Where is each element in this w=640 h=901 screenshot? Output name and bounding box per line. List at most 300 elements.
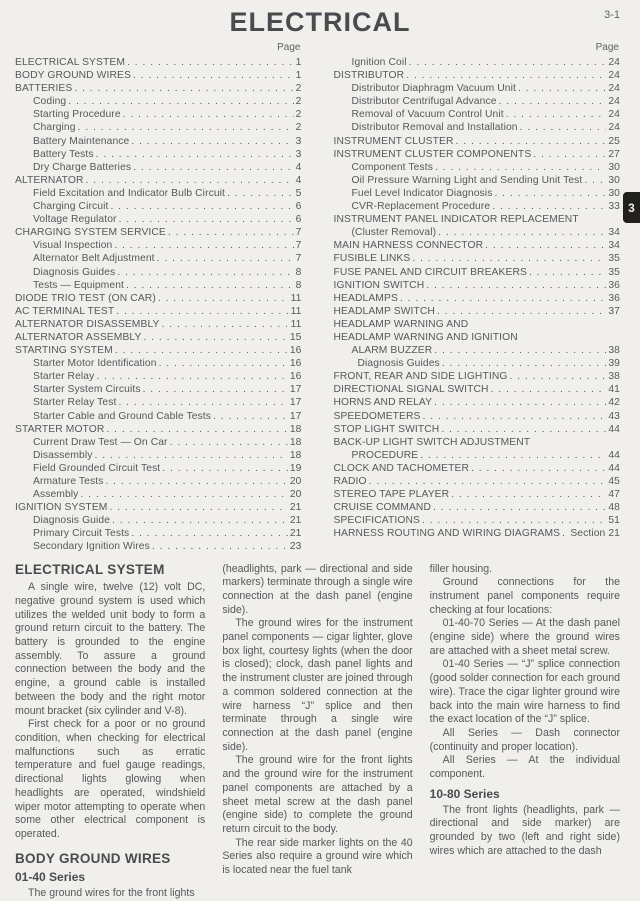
toc-entry [15, 266, 302, 279]
toc-entry [334, 410, 621, 423]
toc-entry-label: IGNITION SYSTEM [15, 502, 108, 514]
toc-entry [15, 475, 302, 488]
toc-entry [334, 69, 621, 82]
toc-leader-dots [423, 410, 607, 423]
toc-entry-page: 42 [608, 397, 620, 409]
toc-leader-dots [562, 527, 568, 540]
body-column [430, 563, 620, 901]
toc-entry [334, 161, 621, 174]
toc-leader-dots [451, 488, 606, 501]
toc-entry [334, 279, 621, 292]
toc-leader-dots [117, 266, 293, 279]
toc-entry [15, 226, 302, 239]
toc-entry [15, 108, 302, 121]
toc-entry-page: 24 [608, 109, 620, 121]
toc-entry-page: 7 [295, 240, 302, 252]
toc-leader-dots [131, 135, 293, 148]
toc-leader-dots [485, 239, 606, 252]
toc-entry-label: MAIN HARNESS CONNECTOR [333, 240, 484, 252]
toc-entry [334, 239, 621, 252]
toc-entry [15, 174, 302, 187]
toc-entry-page: 1 [295, 57, 302, 68]
toc-entry-page: 2 [295, 109, 302, 121]
toc-entry-page: 16 [289, 358, 302, 370]
toc-entry-label: Diagnosis Guides [357, 358, 440, 370]
toc-entry-label: Oil Pressure Warning Light and Sending Unit Test [351, 174, 583, 186]
toc-entry [15, 331, 302, 344]
toc-entry-page: 21 [289, 502, 302, 514]
toc-leader-dots [162, 318, 289, 331]
toc-entry-page: 17 [289, 410, 302, 422]
toc-entry-page: 30 [608, 174, 620, 186]
toc-entry-page: 18 [289, 449, 302, 461]
toc-entry [334, 501, 621, 514]
toc-leader-dots [533, 148, 606, 161]
toc-entry-label: Starter Relay Test [33, 397, 117, 409]
toc-entry-label: STARTING SYSTEM [15, 345, 113, 357]
toc-leader-dots [131, 527, 288, 540]
toc-leader-dots [213, 410, 288, 423]
toc-entry [15, 121, 302, 134]
toc-entry-page: 2 [295, 122, 302, 134]
toc-leader-dots [442, 357, 607, 370]
toc-entry [15, 252, 302, 265]
toc-entry [15, 213, 302, 226]
toc-leader-dots [170, 436, 288, 449]
toc-entry [15, 95, 302, 108]
toc-entry [334, 213, 621, 226]
toc-leader-dots [438, 226, 606, 239]
toc-leader-dots [400, 292, 606, 305]
toc-leader-dots [112, 514, 288, 527]
toc-leader-dots [509, 370, 606, 383]
body-paragraph: First check for a poor or no ground condition, when checking for electrical malfunctions such as erratic temperature and fuel gauge readings, directional lights glowing when headlights are operated, windshield wiper motor attempting to operate when some other electrical component is operated. [15, 718, 206, 840]
toc-entry-label: Fuel Level Indicator Diagnosis [351, 187, 493, 199]
toc-leader-dots [162, 462, 288, 475]
toc-leader-dots [492, 200, 606, 213]
body-paragraph: The rear side marker lights on the 40 Series also require a ground wire which is located near the fuel tank [222, 836, 413, 877]
body-paragraph: 01-40 Series — “J” splice connection (good solder connection for each ground wire). Trace the cigar lighter ground wire back into the main wire harness to find the exact location of the “J” splice. [429, 658, 620, 726]
toc-entry-label: Removal of Vacuum Control Unit [351, 109, 504, 121]
toc-entry-page: 11 [290, 318, 302, 330]
toc-leader-dots [426, 279, 606, 292]
toc-entry-label: BODY GROUND WIRES [15, 70, 131, 82]
toc-leader-dots [143, 383, 288, 396]
toc-leader-dots [158, 292, 289, 305]
toc-leader-dots [127, 56, 294, 69]
toc-entry-page: 11 [290, 305, 302, 317]
toc-entry-label: CLOCK AND TACHOMETER [333, 462, 469, 474]
toc-entry [334, 331, 621, 344]
toc-entry-label: Disassembly [33, 449, 93, 461]
toc-entry-label: HORNS AND RELAY [333, 397, 433, 409]
toc-entry-label: Visual Inspection [33, 240, 113, 252]
toc-entry-label: Battery Maintenance [33, 135, 130, 147]
toc-entry [334, 475, 621, 488]
toc-entry [334, 305, 621, 318]
toc-entry [15, 370, 302, 383]
toc-entry [334, 318, 621, 331]
toc-entry-label: CVR-Replacement Procedure [351, 201, 491, 213]
toc-entry-page: 25 [608, 135, 620, 147]
toc-entry [334, 148, 621, 161]
toc-entry-label: Component Tests [351, 161, 433, 173]
body-paragraph: The ground wires for the instrument panel components — cigar lighter, glove box light, courtesy lights (when the door is closed); clock, dash panel lights and the instrument cluster are joined through a common soldered connection at the wire harness “J” splice and then terminate through a single wire connection at the dash panel (engine side). [222, 617, 413, 753]
toc-leader-dots [115, 344, 288, 357]
toc-entry-page: 20 [289, 489, 302, 501]
toc-leader-dots [227, 187, 294, 200]
toc-leader-dots [109, 501, 287, 514]
toc-entry [15, 423, 302, 436]
toc-entry-page: 3 [295, 135, 302, 147]
toc-entry-label: ALARM BUZZER [351, 345, 433, 357]
toc-entry-page: 3 [295, 148, 302, 160]
section-tab-marker: 3 [623, 192, 640, 223]
toc-entry-page: 36 [608, 292, 620, 304]
toc-leader-dots [435, 161, 606, 174]
toc-entry-label: SPEEDOMETERS [333, 410, 421, 422]
toc-leader-dots [123, 108, 294, 121]
toc-leader-dots [518, 82, 606, 95]
toc-entry-page: 15 [289, 331, 302, 343]
toc-entry-label: Dry Charge Batteries [33, 161, 132, 173]
toc-entry-page: 44 [608, 462, 620, 474]
toc-entry [15, 318, 302, 331]
toc-entry [15, 187, 302, 200]
body-paragraph: A single wire, twelve (12) volt DC, negative ground system is used which utilizes the welded unit body to form a ground return circuit to the battery. The battery is grounded to the engine assembly. To assure a ground connection between the body and the engine, a ground cable is installed between the body and the right motor mount bracket (six cylinder and V-8). [15, 581, 206, 717]
toc-entry [15, 410, 302, 423]
toc-leader-dots [471, 462, 606, 475]
toc-entry-label: Diagnosis Guide [33, 515, 111, 527]
toc-entry-label: FUSE PANEL AND CIRCUIT BREAKERS [333, 266, 527, 278]
toc-entry-label: INSTRUMENT PANEL INDICATOR REPLACEMENT [333, 214, 579, 226]
toc-leader-dots [96, 370, 287, 383]
toc-leader-dots [86, 174, 294, 187]
toc-entry-page: 2 [295, 96, 302, 108]
toc-entry-page: 11 [290, 292, 302, 304]
toc-entry-label: ALTERNATOR [15, 174, 84, 186]
toc-entry [334, 56, 621, 69]
toc-entry [334, 121, 621, 134]
toc-entry-page: 16 [289, 371, 302, 383]
toc-entry [15, 305, 302, 318]
toc-leader-dots [437, 305, 606, 318]
body-sub-heading: 10-80 Series [429, 786, 500, 801]
toc-entry-label: Coding [33, 96, 67, 108]
toc-leader-dots [499, 95, 607, 108]
toc-entry-label: STOP LIGHT SWITCH [333, 423, 440, 435]
toc-entry-label: Tests — Equipment [33, 279, 124, 291]
toc-entry-page: 4 [295, 174, 302, 186]
toc-entry [15, 239, 302, 252]
toc-entry-label: HEADLAMP WARNING AND IGNITION [333, 331, 518, 343]
toc-entry [15, 82, 302, 95]
toc-entry-page: 17 [289, 397, 302, 409]
body-paragraph: The ground wire for the front lights and the ground wire for the instrument panel components are attached by a sheet metal screw at the dash panel (engine side) to complete the ground return circuit to the body. [222, 754, 413, 835]
toc-leader-dots [78, 121, 294, 134]
toc-entry [334, 396, 621, 409]
toc-page-header-left: Page [277, 42, 301, 53]
toc-entry [15, 148, 302, 161]
toc-entry-label: Charging Circuit [33, 201, 109, 213]
toc-column-right [334, 42, 621, 554]
toc-entry-label: INSTRUMENT CLUSTER [333, 135, 454, 147]
toc-entry-label: STARTER MOTOR [15, 423, 105, 435]
toc-leader-dots [494, 187, 606, 200]
toc-entry [15, 292, 302, 305]
toc-leader-dots [369, 475, 607, 488]
toc-entry-label: FRONT, REAR AND SIDE LIGHTING [333, 371, 508, 383]
toc-entry-label: Distributor Centrifugal Advance [351, 96, 497, 108]
page-number: 3-1 [604, 9, 620, 21]
toc-leader-dots [491, 383, 607, 396]
toc-entry-page: 24 [608, 70, 620, 82]
toc-entry-label: Current Draw Test — On Car [33, 436, 168, 448]
toc-leader-dots [74, 82, 293, 95]
toc-entry-label: PROCEDURE [351, 449, 419, 461]
toc-entry-page: 39 [608, 358, 620, 370]
toc-entry [15, 501, 302, 514]
toc-leader-dots [420, 449, 606, 462]
toc-entry-page: 21 [289, 515, 302, 527]
toc-entry-label: Field Grounded Circuit Test [33, 462, 161, 474]
toc-entry-page: 19 [289, 462, 302, 474]
toc-entry-label: Starter Motor Identification [33, 358, 157, 370]
toc-leader-dots [133, 69, 294, 82]
toc-entry-page: 44 [608, 449, 620, 461]
toc-leader-dots [434, 344, 606, 357]
toc-leader-dots [106, 423, 287, 436]
page-title: ELECTRICAL [229, 7, 411, 37]
toc-entry [15, 357, 302, 370]
toc-entry-label: AC TERMINAL TEST [15, 305, 115, 317]
toc-leader-dots [94, 449, 287, 462]
toc-entry [334, 436, 621, 449]
body-paragraph: All Series — At the individual component. [429, 754, 620, 781]
toc-entry [334, 108, 621, 121]
toc-entry-page: 17 [289, 384, 302, 396]
body-paragraph: 01-40-70 Series — At the dash panel (engine side) where the ground wires are attached with a sheet metal screw. [429, 617, 620, 657]
toc-entry [334, 527, 621, 540]
toc-entry-label: CHARGING SYSTEM SERVICE [15, 227, 166, 239]
toc-entry-label: Secondary Ignition Wires [33, 541, 150, 553]
body-column [15, 563, 205, 901]
toc-entry-page: 6 [295, 214, 302, 226]
toc-entry-page: 48 [608, 502, 620, 514]
table-of-contents [0, 38, 640, 554]
toc-entry-label: Armature Tests [33, 476, 104, 487]
toc-entry [334, 514, 621, 527]
toc-entry-page: 35 [608, 266, 620, 278]
toc-leader-dots [143, 331, 287, 344]
toc-entry [15, 344, 302, 357]
toc-entry-label: FUSIBLE LINKS [333, 253, 411, 265]
toc-entry-label: ELECTRICAL SYSTEM [15, 57, 126, 68]
body-column [222, 563, 412, 901]
toc-leader-dots [96, 148, 294, 161]
body-paragraph: (headlights, park — directional and side markers) terminate through a single wire connection at the dash panel (engine side). [222, 562, 413, 616]
body-section-heading: BODY GROUND WIRES [15, 850, 171, 866]
toc-entry-label: HEADLAMP WARNING AND [333, 318, 469, 330]
toc-entry [334, 344, 621, 357]
toc-entry-page: Section 21 [570, 528, 620, 540]
toc-entry-label: DIRECTIONAL SIGNAL SWITCH [333, 384, 489, 396]
toc-entry [334, 449, 621, 462]
toc-entry-label: Starting Procedure [33, 109, 121, 121]
toc-entry [334, 266, 621, 279]
toc-entry-label: Distributor Diaphragm Vacuum Unit [351, 83, 516, 95]
toc-entry-label: HEADLAMP SWITCH [333, 305, 435, 317]
toc-entry-label: INSTRUMENT CLUSTER COMPONENTS [333, 148, 532, 160]
toc-leader-dots [433, 501, 606, 514]
toc-entry [334, 383, 621, 396]
toc-entry-label: Battery Tests [33, 148, 94, 160]
toc-entry [334, 488, 621, 501]
toc-entry-label: Starter Relay [33, 371, 95, 383]
toc-entry-label: BACK-UP LIGHT SWITCH ADJUSTMENT [333, 436, 531, 448]
toc-entry-label: Starter Cable and Ground Cable Tests [33, 410, 211, 422]
toc-leader-dots [456, 135, 607, 148]
toc-entry-label: ALTERNATOR ASSEMBLY [15, 331, 142, 343]
toc-entry [15, 449, 302, 462]
toc-entry-page: 16 [289, 345, 302, 357]
toc-entry-page: 38 [608, 345, 620, 357]
toc-entry [334, 357, 621, 370]
toc-entry [334, 423, 621, 436]
toc-entry-page: 8 [295, 279, 302, 291]
body-text-section [0, 554, 640, 901]
toc-entry [15, 540, 302, 553]
toc-leader-dots [409, 56, 607, 69]
toc-entry-label: Starter System Circuits [33, 384, 141, 396]
toc-leader-dots [114, 239, 293, 252]
body-paragraph: The ground wires for the front lights [28, 887, 195, 900]
toc-entry-page: 35 [608, 253, 620, 265]
toc-leader-dots [529, 266, 606, 279]
toc-entry-label: HARNESS ROUTING AND WIRING DIAGRAMS [333, 528, 561, 540]
toc-entry [334, 252, 621, 265]
toc-leader-dots [119, 213, 294, 226]
toc-page-header-right: Page [595, 42, 619, 53]
toc-entry-label: ALTERNATOR DISASSEMBLY [15, 318, 160, 330]
toc-entry-page: 38 [608, 371, 620, 383]
toc-leader-dots [118, 396, 287, 409]
toc-leader-dots [159, 357, 288, 370]
body-paragraph: The front lights (headlights, park — directional and side marker) are grounded by two (left and right side) wires which are attached to the dash [429, 803, 620, 857]
toc-leader-dots [422, 514, 606, 527]
toc-entry [15, 161, 302, 174]
toc-entry [334, 95, 621, 108]
toc-entry-label: Diagnosis Guides [33, 266, 116, 278]
toc-entry-page: 2 [295, 83, 302, 95]
toc-entry-page: 18 [289, 423, 302, 435]
toc-entry-page: 30 [608, 187, 620, 199]
toc-entry-label: Field Excitation and Indicator Bulb Circuit [33, 187, 226, 199]
toc-entry-label: BATTERIES [15, 83, 73, 95]
toc-entry [15, 200, 302, 213]
toc-entry-page: 51 [608, 515, 620, 527]
toc-entry-page: 23 [289, 541, 302, 553]
toc-entry [334, 135, 621, 148]
toc-entry [15, 462, 302, 475]
toc-entry-label: IGNITION SWITCH [333, 279, 425, 291]
toc-leader-dots [116, 305, 288, 318]
toc-entry-label: Distributor Removal and Installation [351, 122, 518, 134]
toc-entry [334, 462, 621, 475]
toc-entry [334, 292, 621, 305]
toc-entry [15, 69, 302, 82]
toc-entry-label: DISTRIBUTOR [333, 70, 405, 82]
toc-leader-dots [434, 396, 606, 409]
toc-entry [334, 174, 621, 187]
toc-entry [334, 370, 621, 383]
toc-entry-label: Alternator Belt Adjustment [33, 253, 155, 265]
toc-entry-label: Assembly [33, 489, 79, 501]
body-paragraph: Ground connections for the instrument panel components require checking at four locations: [429, 576, 620, 616]
toc-entry [15, 488, 302, 501]
toc-entry-page: 47 [608, 489, 620, 501]
toc-leader-dots [68, 95, 293, 108]
toc-leader-dots [157, 252, 294, 265]
toc-leader-dots [520, 121, 607, 134]
toc-entry-page: 34 [608, 227, 620, 239]
toc-entry-page: 6 [295, 201, 302, 213]
toc-entry-label: SPECIFICATIONS [333, 515, 420, 527]
toc-entry-label: Voltage Regulator [33, 214, 117, 226]
toc-entry [15, 514, 302, 527]
toc-leader-dots [110, 200, 293, 213]
toc-entry [334, 82, 621, 95]
toc-entry-page: 1 [295, 70, 302, 82]
toc-entry-label: (Cluster Removal) [351, 227, 437, 239]
toc-entry-label: DIODE TRIO TEST (ON CAR) [15, 292, 156, 304]
toc-entry [334, 187, 621, 200]
toc-entry-label: STEREO TAPE PLAYER [333, 489, 450, 501]
toc-entry-page: 41 [608, 384, 620, 396]
toc-entry [15, 396, 302, 409]
toc-entry-page: 7 [295, 253, 302, 265]
toc-entry-page: 21 [289, 528, 302, 540]
body-section-heading: ELECTRICAL SYSTEM [15, 561, 165, 577]
toc-leader-dots [584, 174, 606, 187]
toc-entry-page: 24 [608, 57, 620, 68]
toc-entry-page: 37 [608, 305, 620, 317]
toc-entry-page: 27 [608, 148, 620, 160]
body-paragraph: filler housing. [429, 562, 493, 575]
body-sub-heading: 01-40 Series [15, 870, 86, 885]
toc-leader-dots [441, 423, 606, 436]
toc-column-left [15, 42, 302, 554]
toc-leader-dots [105, 475, 287, 488]
toc-entry-page: 20 [289, 476, 302, 487]
toc-leader-dots [152, 540, 288, 553]
toc-leader-dots [412, 252, 606, 265]
toc-entry-page: 18 [289, 436, 302, 448]
toc-entry-page: 43 [608, 410, 620, 422]
toc-entry-page: 4 [295, 161, 302, 173]
toc-entry [15, 383, 302, 396]
toc-leader-dots [406, 69, 606, 82]
toc-entry-label: CRUISE COMMAND [333, 502, 432, 514]
toc-entry-page: 36 [608, 279, 620, 291]
toc-leader-dots [126, 279, 294, 292]
toc-leader-dots [506, 108, 607, 121]
toc-entry-page: 44 [608, 423, 620, 435]
toc-entry-page: 24 [608, 122, 620, 134]
toc-entry-page: 30 [608, 161, 620, 173]
toc-entry [15, 279, 302, 292]
toc-entry-label: Ignition Coil [351, 57, 407, 68]
